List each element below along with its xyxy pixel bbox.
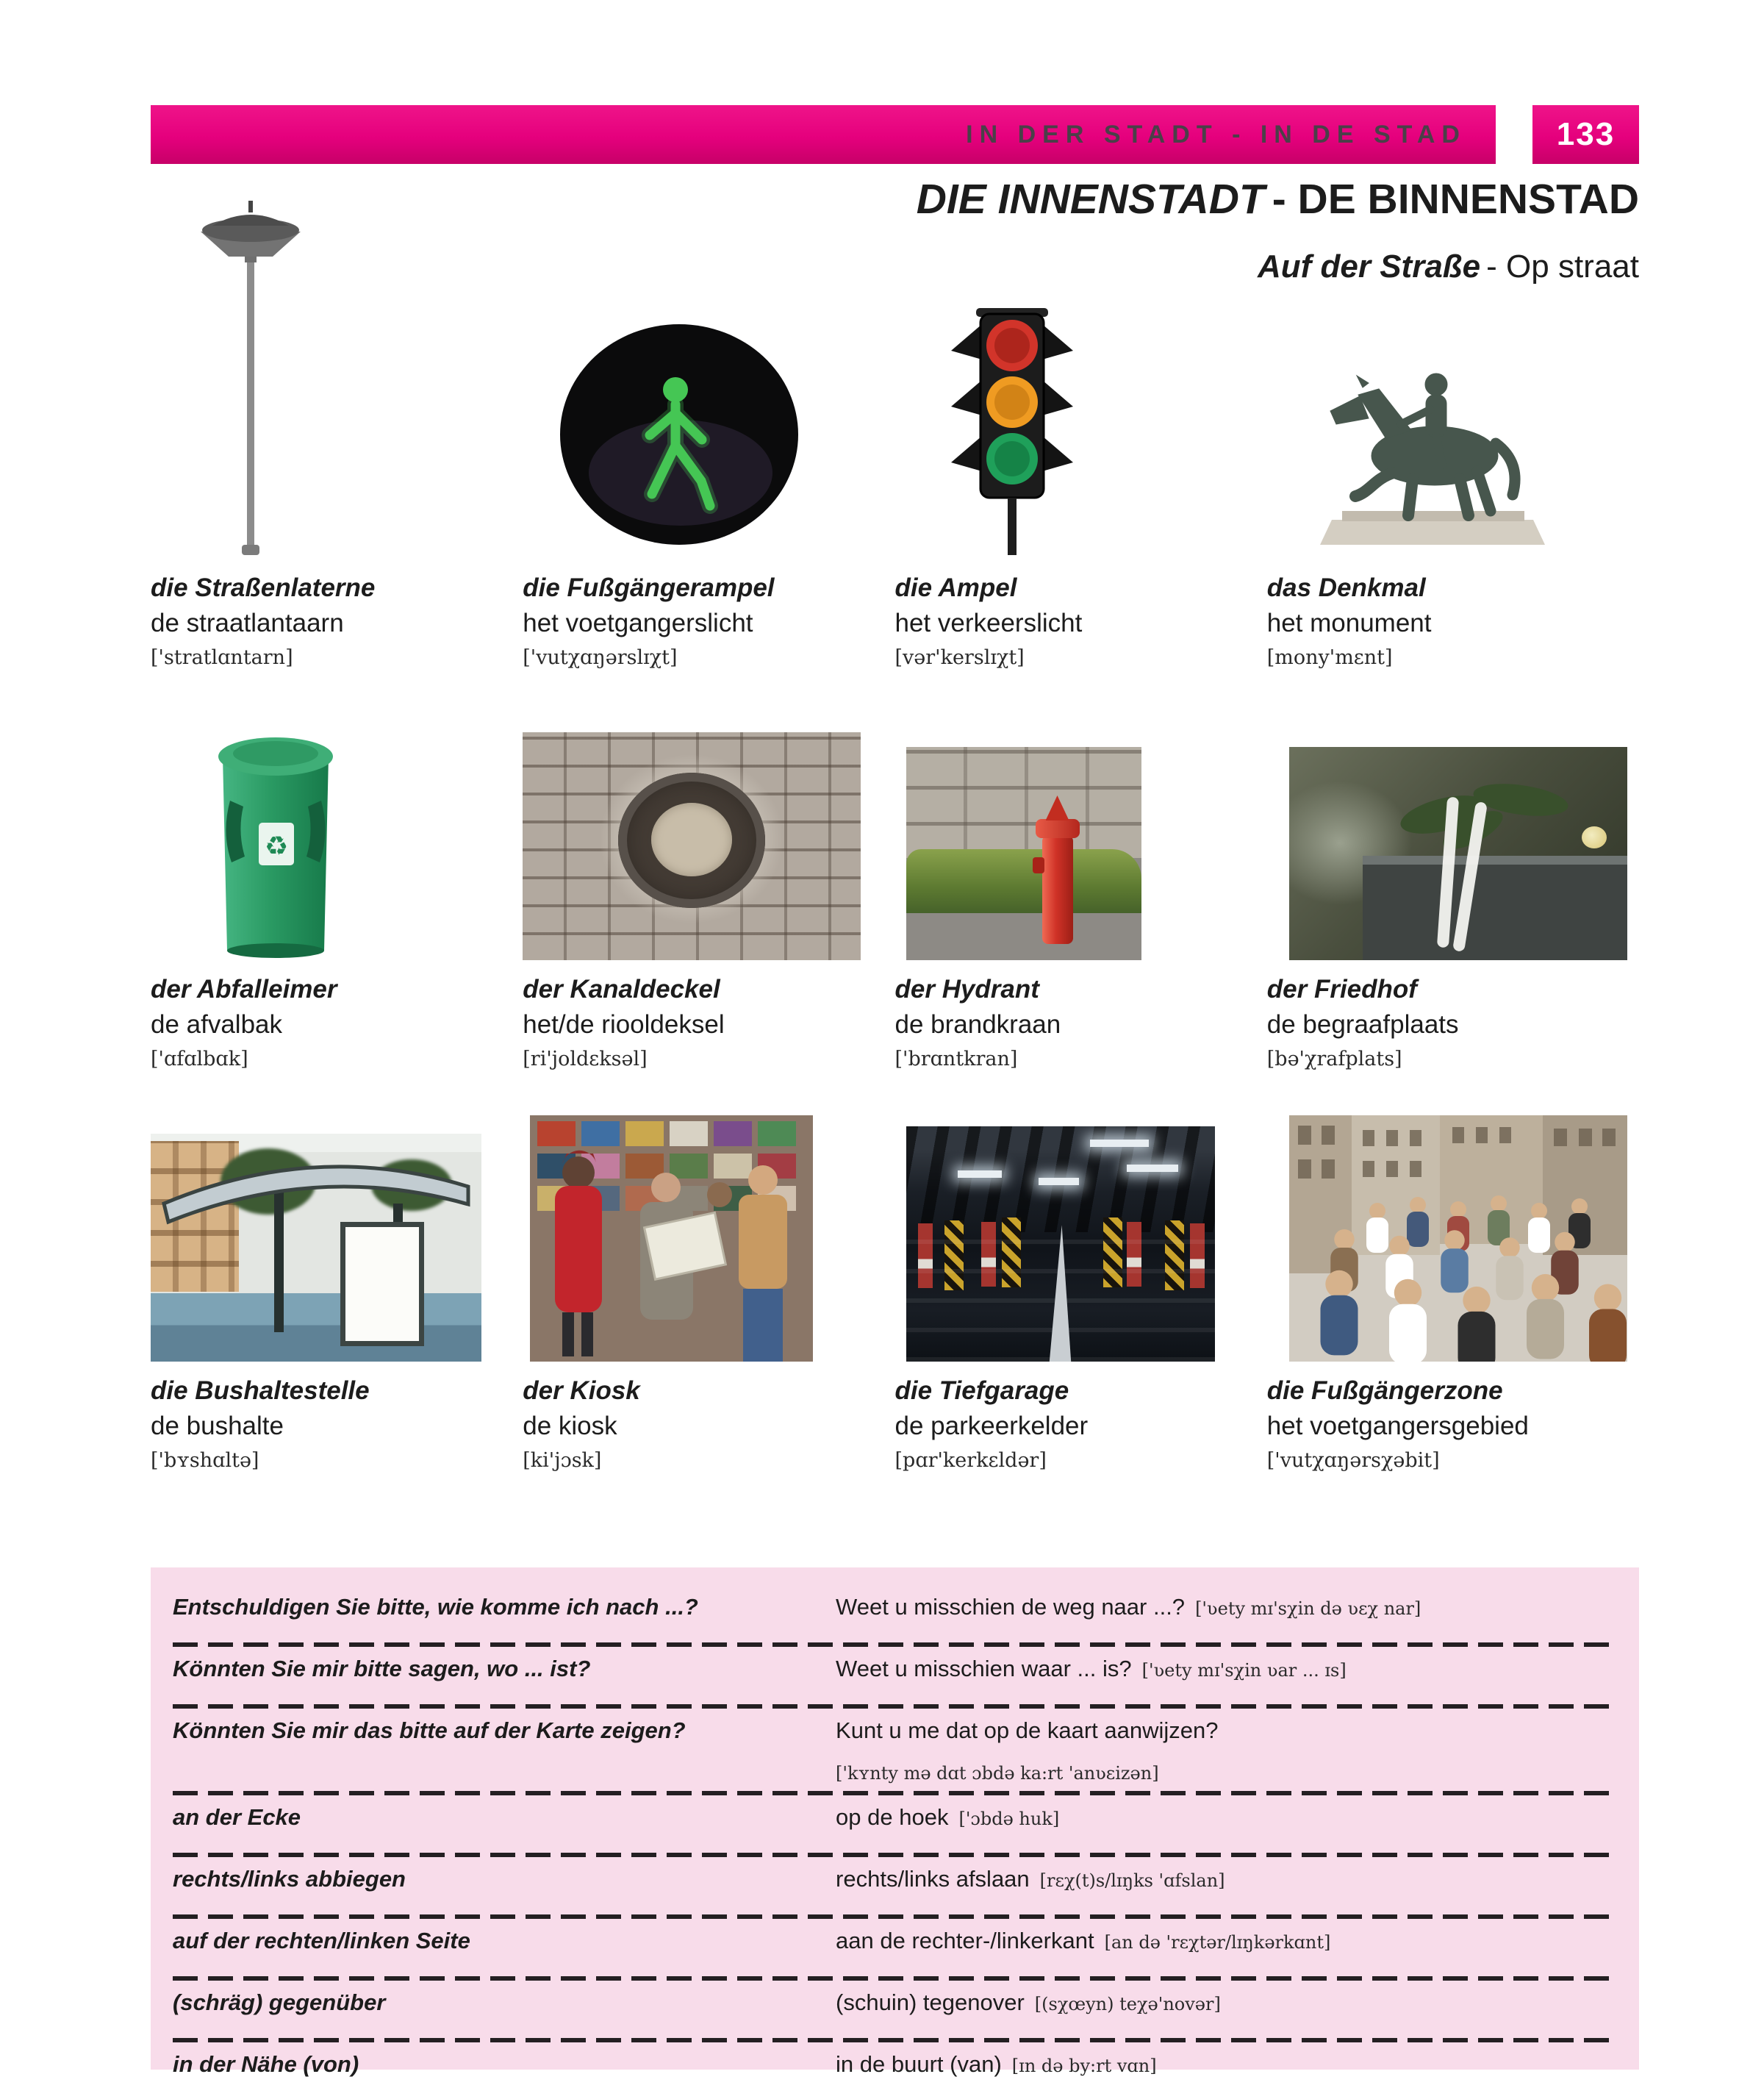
vocab-cell-trash-bin — [151, 718, 523, 1119]
vocab-term-de: der Hydrant — [894, 975, 1039, 1004]
caption — [1267, 559, 1639, 718]
phrase-de: rechts/links abbiegen — [173, 1866, 406, 1892]
vocab-row-3 — [151, 1119, 1639, 1520]
vocab-ipa: [ki'jɔsk] — [523, 1448, 602, 1472]
phrase-row — [173, 2047, 1614, 2095]
vocab-term-nl: het voetgangerslicht — [523, 609, 753, 638]
pedestrian-zone-photo — [1267, 1119, 1639, 1362]
phrase-nl: Weet u misschien de weg naar ...? — [836, 1594, 1186, 1620]
vocab-cell-pedestrian-zone — [1267, 1119, 1639, 1520]
vocab-ipa: [mony'mɛnt] — [1266, 646, 1393, 669]
vocab-term-de: das Denkmal — [1266, 573, 1426, 602]
phrase-ipa: [rɛχ(t)s/lɪŋks 'ɑfslan] — [1039, 1870, 1225, 1891]
vocab-term-nl: de parkeerkelder — [894, 1412, 1089, 1441]
grave-with-flowers-icon — [1289, 747, 1627, 960]
phrase-ipa: [ɪn də by:rt vɑn] — [1011, 2056, 1157, 2076]
vocab-ipa: ['brɑntkran] — [894, 1047, 1018, 1070]
vocab-term-nl: de straatlantaarn — [151, 609, 344, 638]
traffic-light-icon — [932, 305, 1094, 555]
hydrant-photo — [895, 718, 1267, 960]
divider-dashed — [173, 2038, 1614, 2042]
traffic-light-photo — [895, 309, 1267, 559]
trash-bin-photo — [151, 718, 523, 960]
page-subtitle — [1258, 248, 1639, 285]
caption — [523, 1362, 894, 1520]
caption — [1267, 1362, 1639, 1520]
caption — [151, 960, 523, 1119]
vocab-term-de: der Abfalleimer — [151, 975, 337, 1004]
crowd-street-icon — [1289, 1115, 1627, 1362]
phrase-ipa: [(sχœyn) teχə'novər] — [1034, 1994, 1221, 2014]
vocab-term-nl: de brandkraan — [894, 1010, 1061, 1040]
vocab-term-nl: het voetgangersgebied — [1266, 1412, 1529, 1441]
vocab-ipa: ['ɑfɑlbɑk] — [151, 1047, 248, 1070]
phrase-nl: Weet u misschien waar ... is? — [836, 1656, 1132, 1681]
fire-hydrant-icon — [906, 747, 1141, 960]
caption — [895, 960, 1267, 1119]
equestrian-statue-icon — [1289, 327, 1576, 548]
phrase-de: an der Ecke — [173, 1804, 301, 1830]
vocab-cell-cemetery — [1267, 718, 1639, 1119]
vocab-term-nl: de afvalbak — [151, 1010, 283, 1040]
phrase-de: auf der rechten/linken Seite — [173, 1928, 470, 1953]
vocab-cell-monument — [1267, 309, 1639, 718]
vocab-ipa: ['bʏshɑltə] — [151, 1448, 259, 1472]
vocab-term-de: die Bushaltestelle — [151, 1376, 370, 1405]
divider-dashed — [173, 1704, 1614, 1709]
title-separator: - — [1272, 176, 1286, 223]
chapter-title: IN DER STADT - IN DE STAD — [966, 120, 1466, 149]
vocab-term-de: der Kanaldeckel — [523, 975, 720, 1004]
cemetery-photo — [1267, 718, 1639, 960]
phrase-nl: Kunt u me dat op de kaart aanwijzen? — [836, 1717, 1219, 1743]
vocab-term-nl: het verkeerslicht — [894, 609, 1083, 638]
vocab-term-nl: de kiosk — [523, 1412, 617, 1441]
divider-dashed — [173, 1914, 1614, 1919]
vocab-term-de: die Tiefgarage — [894, 1376, 1069, 1405]
vocab-term-nl: de begraafplaats — [1266, 1010, 1459, 1040]
phrase-nl: in de buurt (van) — [836, 2051, 1002, 2077]
street-lamp-icon — [151, 187, 474, 559]
vocab-ipa: [ri'joldɛksəl] — [523, 1047, 648, 1070]
vocab-cell-garage — [895, 1119, 1267, 1520]
phrase-de: (schräg) gegenüber — [173, 1989, 386, 2015]
vocab-term-nl: het/de riooldeksel — [523, 1010, 725, 1040]
subtitle-german: Auf der Straße — [1257, 248, 1481, 285]
phrase-de: Könnten Sie mir bitte sagen, wo ... ist? — [173, 1656, 591, 1681]
caption — [523, 960, 894, 1119]
vocab-term-de: die Straßenlaterne — [151, 573, 376, 602]
phrase-de: Entschuldigen Sie bitte, wie komme ich nach ...? — [173, 1594, 698, 1620]
vocab-cell-traffic-light — [895, 309, 1267, 718]
subtitle-separator: - — [1486, 248, 1497, 285]
vocab-ipa: [bə'χrafplats] — [1266, 1047, 1402, 1070]
phrase-nl: (schuin) tegenover — [836, 1989, 1025, 2015]
vocab-ipa: ['vutχɑŋərslɪχt] — [523, 646, 678, 669]
vocab-term-nl: de bushalte — [151, 1412, 284, 1441]
vocab-cell-pedestrian-light — [523, 309, 894, 718]
page-number: 133 — [1556, 116, 1616, 152]
vocab-cell-street-lamp — [151, 309, 523, 718]
caption — [1267, 960, 1639, 1119]
phrase-ipa: ['kʏnty mə dɑt ɔbdə ka:rt 'anʋɛizən] — [836, 1763, 1159, 1784]
monument-photo — [1267, 309, 1639, 559]
phrase-row — [173, 1923, 1614, 1972]
divider-dashed — [173, 1791, 1614, 1795]
phrase-nl: op de hoek — [836, 1804, 949, 1830]
phrase-nl: rechts/links afslaan — [836, 1866, 1030, 1892]
manhole-cover-icon — [523, 732, 861, 960]
vocab-row-2 — [151, 718, 1639, 1119]
phrase-row — [173, 1590, 1614, 1638]
green-walk-signal-icon — [556, 322, 806, 550]
caption — [895, 1362, 1267, 1520]
caption — [523, 559, 894, 718]
vocab-term-de: der Kiosk — [523, 1376, 640, 1405]
phrase-ipa: ['ʋety mɪ'sχin də ʋɛχ nar] — [1195, 1598, 1421, 1619]
phrase-row — [173, 1985, 1614, 2034]
caption — [895, 559, 1267, 718]
divider-dashed — [173, 1853, 1614, 1857]
vocab-term-de: der Friedhof — [1266, 975, 1417, 1004]
phrase-de: in der Nähe (von) — [173, 2051, 359, 2077]
page-title — [917, 175, 1639, 224]
parking-garage-icon — [906, 1126, 1215, 1362]
kiosk-crowd-icon — [530, 1115, 813, 1362]
street-lamp-photo — [151, 309, 523, 559]
vocab-ipa: ['vutχɑŋərsχəbit] — [1266, 1448, 1440, 1472]
phrase-ipa: ['ɔbdə huk] — [958, 1809, 1060, 1829]
vocab-ipa: [pɑr'kerkɛldər] — [894, 1448, 1047, 1472]
divider-dashed — [173, 1642, 1614, 1647]
vocab-term-nl: het monument — [1266, 609, 1432, 638]
svg-text:♻: ♻ — [264, 832, 289, 862]
vocab-term-de: die Ampel — [894, 573, 1017, 602]
phrase-de: Könnten Sie mir das bitte auf der Karte zeigen? — [173, 1717, 686, 1743]
vocab-row-1 — [151, 309, 1639, 718]
garage-photo — [895, 1119, 1267, 1362]
phrase-row — [173, 1862, 1614, 1910]
vocab-term-de: die Fußgängerampel — [523, 573, 775, 602]
manhole-photo — [523, 718, 894, 960]
page-title-german: DIE INNENSTADT — [916, 176, 1265, 223]
page-title-dutch: DE BINNENSTAD — [1297, 176, 1639, 223]
kiosk-photo — [523, 1119, 894, 1362]
bus-shelter-icon — [151, 1134, 481, 1362]
phrase-ipa: ['ʋety mɪ'sχin ʋar ... ɪs] — [1141, 1660, 1347, 1681]
chapter-header-bar — [151, 105, 1496, 164]
vocab-cell-manhole — [523, 718, 894, 1119]
bus-stop-photo — [151, 1119, 523, 1362]
vocab-ipa: ['stratlɑntarn] — [151, 646, 293, 669]
phrase-row — [173, 1713, 1614, 1787]
phrase-ipa: [an də 'rɛχtər/lɪŋkərkɑnt] — [1104, 1932, 1331, 1953]
subtitle-dutch: Op straat — [1506, 248, 1639, 285]
vocab-ipa: [vər'kerslɪχt] — [894, 646, 1025, 669]
vocab-cell-hydrant — [895, 718, 1267, 1119]
pedestrian-light-photo — [523, 309, 894, 559]
caption — [151, 1362, 523, 1520]
phrase-row — [173, 1800, 1614, 1848]
shelter-ad-panel — [340, 1222, 424, 1346]
trash-bin-icon — [165, 714, 386, 960]
phrase-row — [173, 1651, 1614, 1700]
vocab-term-de: die Fußgängerzone — [1266, 1376, 1503, 1405]
phrase-table — [151, 1567, 1639, 2077]
divider-dashed — [173, 1976, 1614, 1981]
phrase-nl: aan de rechter-/linkerkant — [836, 1928, 1094, 1953]
vocab-cell-bus-stop — [151, 1119, 523, 1520]
vocab-grid — [151, 309, 1639, 1520]
caption — [151, 559, 523, 718]
page-number-box — [1532, 105, 1639, 164]
vocab-cell-kiosk — [523, 1119, 894, 1520]
